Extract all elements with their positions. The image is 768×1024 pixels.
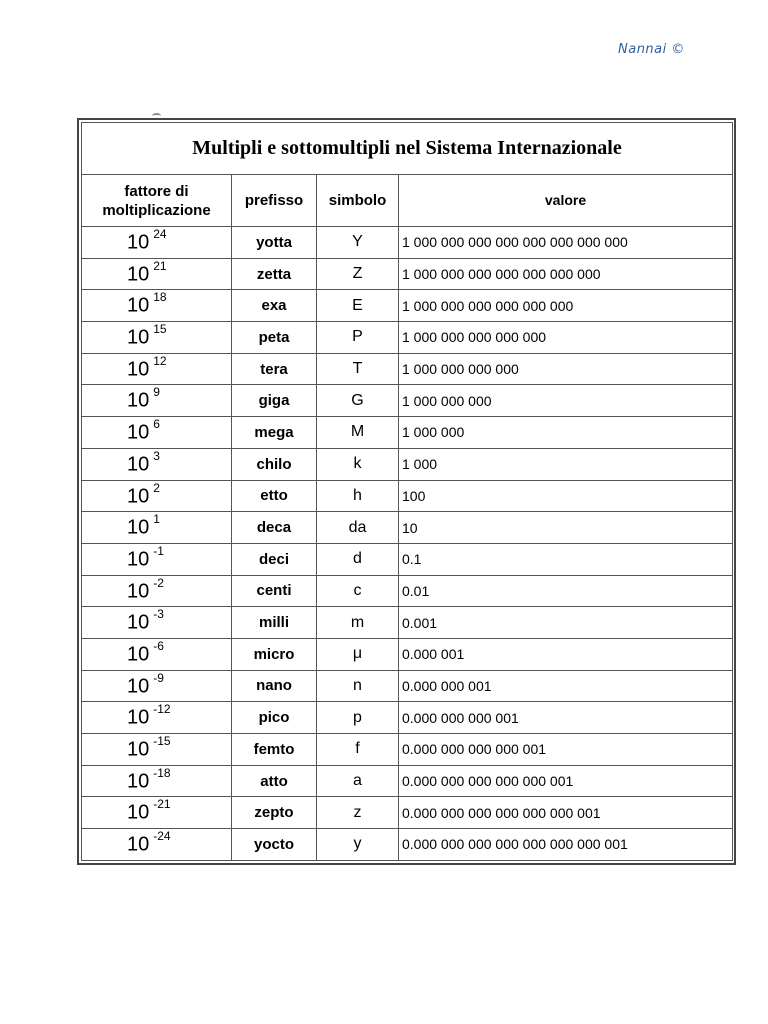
factor-cell [82,702,232,734]
table-row [82,575,733,607]
value-cell: 1 000 000 000 000 000 [399,322,733,354]
factor-cell [82,480,232,512]
factor-base: 10 [127,833,150,856]
symbol-cell: c [317,575,399,607]
value-cell: 1 000 [399,448,733,480]
factor-base: 10 [127,738,150,761]
header-row [82,175,733,227]
prefix-cell: deca [232,512,317,544]
value-cell: 0.01 [399,575,733,607]
factor-cell [82,829,232,861]
table-row [82,417,733,449]
factor-base: 10 [127,580,150,603]
table-row [82,797,733,829]
factor-exponent: 21 [153,258,167,273]
prefix-cell: yocto [232,829,317,861]
si-prefix-table-frame [77,118,736,865]
factor-cell [82,797,232,829]
symbol-cell: da [317,512,399,544]
factor-cell [82,670,232,702]
prefix-cell: etto [232,480,317,512]
factor-base: 10 [127,390,150,413]
value-cell: 1 000 000 000 [399,385,733,417]
header-prefix: prefisso [232,175,317,227]
factor-base: 10 [127,643,150,666]
factor-exponent: 6 [153,417,160,432]
factor-exponent: -1 [153,543,164,558]
symbol-cell: k [317,448,399,480]
factor-cell [82,765,232,797]
symbol-cell: n [317,670,399,702]
symbol-cell: p [317,702,399,734]
factor-exponent: 15 [153,322,167,337]
factor-base: 10 [127,485,150,508]
factor-base: 10 [127,770,150,793]
si-prefix-table [81,122,733,861]
symbol-cell: m [317,607,399,639]
prefix-cell: giga [232,385,317,417]
symbol-cell: E [317,290,399,322]
prefix-cell: zetta [232,258,317,290]
watermark: Nannai © [618,42,685,57]
symbol-cell: Z [317,258,399,290]
factor-base: 10 [127,453,150,476]
factor-cell [82,512,232,544]
table-row [82,607,733,639]
value-cell: 0.000 000 000 000 001 [399,734,733,766]
factor-cell [82,322,232,354]
symbol-cell: T [317,353,399,385]
symbol-cell: M [317,417,399,449]
value-cell: 0.000 000 000 000 000 000 001 [399,797,733,829]
factor-base: 10 [127,231,150,254]
prefix-cell: mega [232,417,317,449]
header-value: valore [399,175,733,227]
prefix-cell: exa [232,290,317,322]
table-row [82,734,733,766]
value-cell: 100 [399,480,733,512]
factor-cell [82,638,232,670]
value-cell: 1 000 000 000 000 000 000 [399,290,733,322]
header-factor [82,175,232,227]
factor-cell [82,385,232,417]
factor-cell [82,417,232,449]
prefix-cell: nano [232,670,317,702]
table-body [82,227,733,861]
prefix-cell: chilo [232,448,317,480]
factor-exponent: 9 [153,385,160,400]
factor-exponent: 24 [153,227,167,242]
factor-exponent: -6 [153,638,164,653]
factor-cell [82,734,232,766]
factor-exponent: 1 [153,512,160,527]
factor-base: 10 [127,326,150,349]
factor-exponent: -18 [153,765,171,780]
symbol-cell: f [317,734,399,766]
factor-exponent: -9 [153,670,164,685]
factor-cell [82,353,232,385]
symbol-cell: G [317,385,399,417]
value-cell: 10 [399,512,733,544]
table-row [82,322,733,354]
table-row [82,385,733,417]
table-row [82,480,733,512]
prefix-cell: centi [232,575,317,607]
factor-base: 10 [127,611,150,634]
value-cell: 0.1 [399,543,733,575]
prefix-cell: peta [232,322,317,354]
prefix-cell: tera [232,353,317,385]
prefix-cell: yotta [232,227,317,259]
table-row [82,702,733,734]
factor-cell [82,448,232,480]
factor-base: 10 [127,421,150,444]
symbol-cell: h [317,480,399,512]
symbol-cell: Y [317,227,399,259]
value-cell: 0.000 000 000 000 000 001 [399,765,733,797]
prefix-cell: zepto [232,797,317,829]
factor-cell [82,543,232,575]
value-cell: 0.000 000 001 [399,670,733,702]
prefix-cell: atto [232,765,317,797]
factor-exponent: -3 [153,607,164,622]
factor-exponent: -12 [153,702,171,717]
value-cell: 0.001 [399,607,733,639]
table-title: Multipli e sottomultipli nel Sistema Internazionale [82,123,733,175]
factor-exponent: 12 [153,353,167,368]
factor-base: 10 [127,358,150,381]
factor-base: 10 [127,548,150,571]
factor-base: 10 [127,706,150,729]
factor-cell [82,575,232,607]
table-row [82,829,733,861]
table-row [82,353,733,385]
prefix-cell: micro [232,638,317,670]
factor-base: 10 [127,263,150,286]
table-row [82,638,733,670]
value-cell: 0.000 000 000 000 000 000 000 001 [399,829,733,861]
factor-base: 10 [127,516,150,539]
table-row [82,543,733,575]
factor-cell [82,227,232,259]
factor-exponent: -2 [153,575,164,590]
factor-cell [82,607,232,639]
symbol-cell: P [317,322,399,354]
header-factor-line1: fattore di [124,182,189,200]
header-symbol: simbolo [317,175,399,227]
symbol-cell: d [317,543,399,575]
factor-cell [82,290,232,322]
factor-exponent: -21 [153,797,171,812]
table-row [82,227,733,259]
factor-base: 10 [127,802,150,825]
symbol-cell: y [317,829,399,861]
factor-base: 10 [127,295,150,318]
table-row [82,258,733,290]
value-cell: 0.000 000 000 001 [399,702,733,734]
value-cell: 1 000 000 000 000 000 000 000 000 [399,227,733,259]
factor-exponent: 3 [153,448,160,463]
factor-cell [82,258,232,290]
prefix-cell: milli [232,607,317,639]
factor-exponent: -15 [153,734,171,749]
value-cell: 1 000 000 000 000 000 000 000 [399,258,733,290]
table-row [82,448,733,480]
symbol-cell: a [317,765,399,797]
value-cell: 1 000 000 [399,417,733,449]
factor-exponent: 18 [153,290,167,305]
symbol-cell: z [317,797,399,829]
value-cell: 0.000 001 [399,638,733,670]
table-row [82,512,733,544]
factor-exponent: -24 [153,829,171,844]
symbol-cell: μ [317,638,399,670]
table-row [82,765,733,797]
table-row [82,670,733,702]
table-row [82,290,733,322]
value-cell: 1 000 000 000 000 [399,353,733,385]
factor-exponent: 2 [153,480,160,495]
prefix-cell: pico [232,702,317,734]
header-factor-line2: moltiplicazione [102,201,211,219]
factor-base: 10 [127,675,150,698]
prefix-cell: deci [232,543,317,575]
prefix-cell: femto [232,734,317,766]
